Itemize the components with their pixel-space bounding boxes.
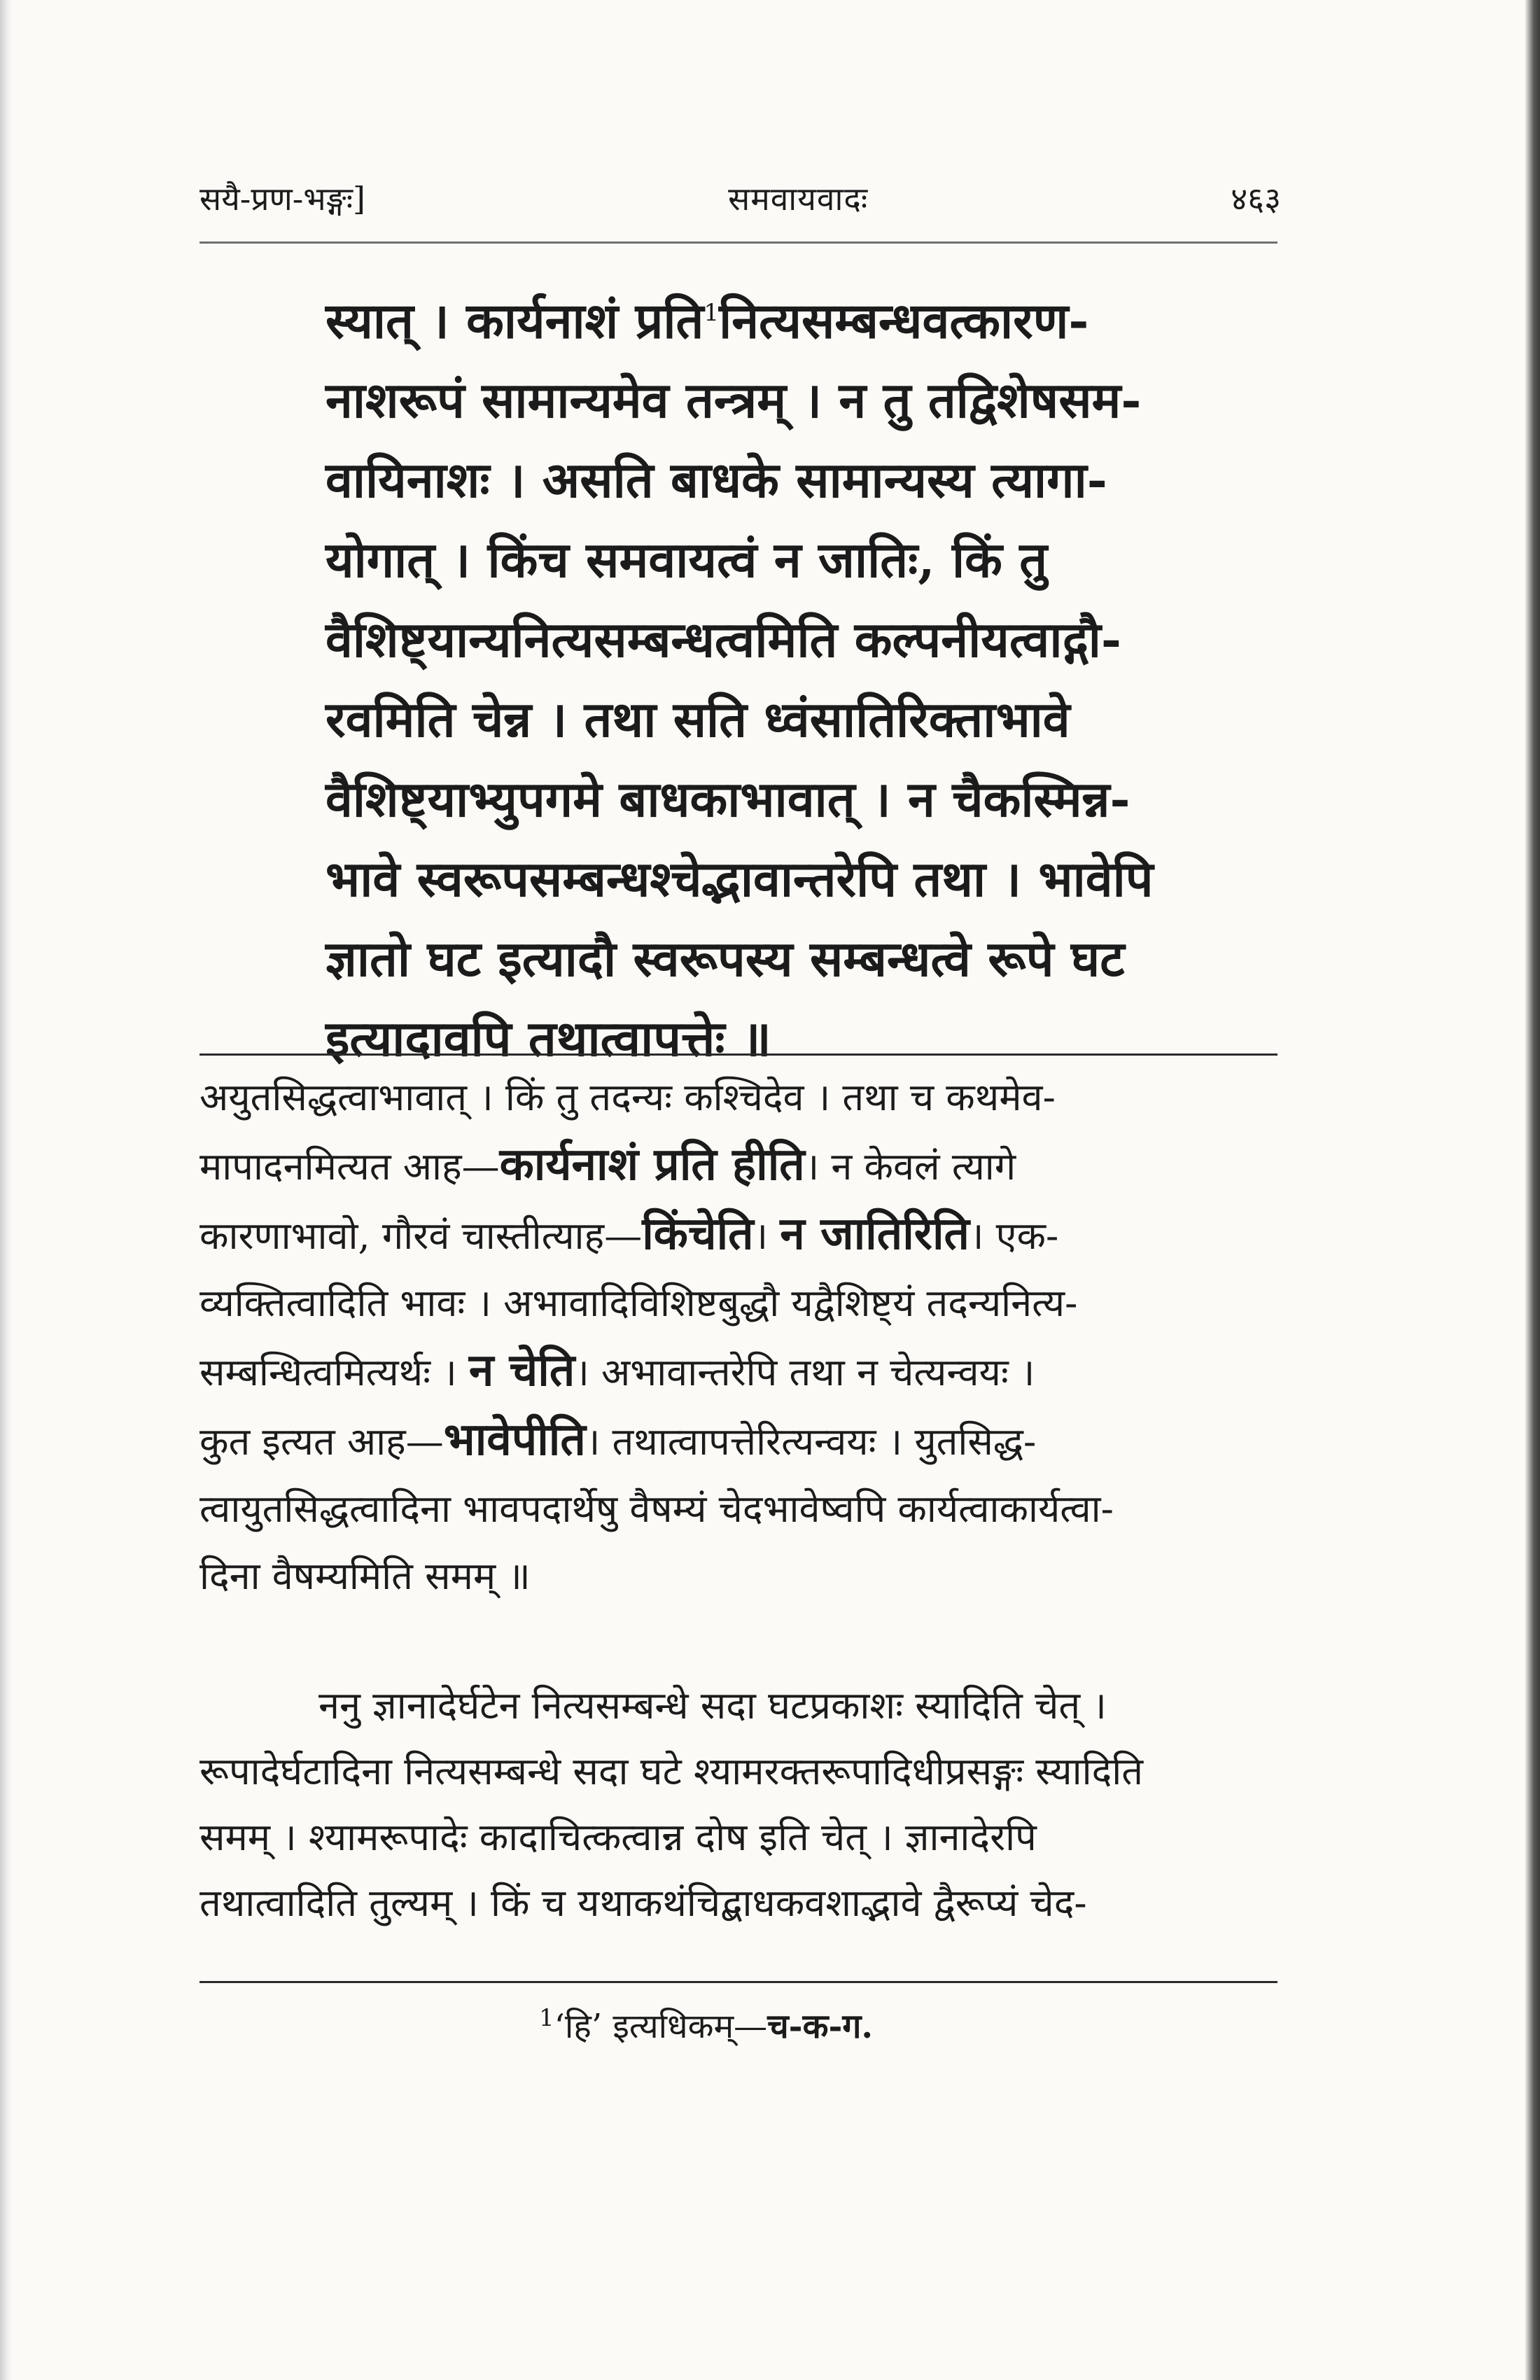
commentary-pratika: न जातिरिति xyxy=(780,1208,970,1260)
commentary-text-run: । तथात्वापत्तेरित्यन्वयः । युतसिद्ध- xyxy=(585,1420,1037,1464)
commentary-text-run: कारणाभावो, गौरवं चास्तीत्याह— xyxy=(200,1214,643,1258)
verse-line-part: स्यात् । कार्यनाशं प्रति xyxy=(326,291,704,350)
commentary-text xyxy=(200,1064,1278,1610)
commentary-pratika: कार्यनाशं प्रति हीति xyxy=(499,1138,805,1191)
commentary-line: अयुतसिद्धत्वाभावात् । किं तु तदन्यः कश्चिदेव । तथा च कथमेव- xyxy=(200,1075,1056,1119)
commentary-text-run: । xyxy=(753,1214,780,1258)
header-rule xyxy=(200,241,1278,244)
commentary-line: दिना वैषम्यमिति समम् ॥ xyxy=(200,1554,531,1598)
commentary-text-run: सम्बन्धित्वमित्यर्थः । xyxy=(200,1350,469,1394)
paragraph-line: समम् । श्यामरूपादेः कादाचित्कत्वान्न दोष इति चेत् । ज्ञानादेरपि xyxy=(200,1815,1037,1859)
verse-line: योगात् । किंच समवायत्वं न जातिः, किं तु xyxy=(326,531,1048,589)
verse-text xyxy=(326,273,1172,1079)
commentary-text-run: । अभावान्तरेपि तथा न चेत्यन्वयः । xyxy=(575,1350,1035,1394)
commentary-pratika: भावेपीति xyxy=(443,1413,586,1466)
footnote-number: 1 xyxy=(539,2004,554,2032)
header-section-label: सयै-प्रण-भङ्गः] xyxy=(200,180,365,218)
commentary-line xyxy=(200,1406,1278,1476)
footnote xyxy=(539,1994,873,2051)
body-paragraph xyxy=(200,1673,1278,1936)
verse-line: नाशरूपं सामान्यमेव तन्त्रम् । न तु तद्विशेषसम- xyxy=(326,371,1142,430)
verse-line: वैशिष्ट्यान्यनित्यसम्बन्धत्वमिति कल्पनीयत्वाद्गौ- xyxy=(326,610,1121,669)
verse-line: वैशिष्ट्याभ्युपगमे बाधकाभावात् । न चैकस्मिन्न- xyxy=(326,770,1130,829)
running-header xyxy=(200,167,1281,230)
commentary-text-run: । न केवलं त्यागे xyxy=(804,1144,1016,1189)
page-spine-shadow xyxy=(0,0,13,2380)
verse-line: भावे स्वरूपसम्बन्धश्चेद्भावान्तरेपि तथा । भावेपि xyxy=(326,850,1154,909)
page-edge-shadow xyxy=(1525,0,1540,2380)
commentary-line: व्यक्तित्वादिति भावः । अभावादिविशिष्टबुद्धौ यद्वैशिष्ट्यं तदन्यनित्य- xyxy=(200,1281,1078,1325)
verse-commentary-rule xyxy=(200,1054,1278,1056)
verse-line: इत्यादावपि तथात्वापत्तेः ॥ xyxy=(326,1009,771,1068)
commentary-pratika: न चेति xyxy=(468,1344,575,1396)
header-title: समवायवादः xyxy=(728,180,869,218)
footnote-sources: च-क-ग. xyxy=(767,2007,874,2046)
commentary-line: त्वायुतसिद्धत्वादिना भावपदार्थेषु वैषम्यं चेदभावेष्वपि कार्यत्वाकार्यत्वा- xyxy=(200,1487,1114,1531)
paragraph-line: तथात्वादिति तुल्यम् । किं च यथाकथंचिद्बाधकवशाद्भावे द्वैरूप्यं चेद- xyxy=(200,1881,1087,1925)
commentary-line xyxy=(200,1200,1278,1270)
footnote-text: ‘हि’ इत्यधिकम्— xyxy=(554,2007,768,2046)
page-number: ४६३ xyxy=(1231,180,1281,218)
commentary-line xyxy=(200,1131,1278,1200)
verse-line: रवमिति चेन्न । तथा सति ध्वंसातिरिक्ताभावे xyxy=(326,690,1070,749)
verse-line: वायिनाशः । असति बाधके सामान्यस्य त्यागा- xyxy=(326,451,1107,510)
paragraph-line: रूपादेर्घटादिना नित्यसम्बन्धे सदा घटे श्यामरक्तरूपादिधीप्रसङ्गः स्यादिति xyxy=(200,1749,1144,1793)
verse-line-part: नित्यसम्बन्धवत्कारण- xyxy=(719,291,1089,350)
commentary-pratika: किंचेति xyxy=(642,1208,754,1260)
commentary-text-run: मापादनमित्यत आह— xyxy=(200,1144,500,1189)
commentary-text-run: । एक- xyxy=(969,1214,1059,1258)
commentary-line xyxy=(200,1337,1278,1406)
footnote-rule xyxy=(200,1981,1278,1983)
verse-line: ज्ञातो घट इत्यादौ स्वरूपस्य सम्बन्धत्वे रूपे घट xyxy=(326,930,1125,988)
verse-line xyxy=(326,273,1172,360)
footnote-marker: 1 xyxy=(704,299,720,327)
commentary-text-run: कुत इत्यत आह— xyxy=(200,1420,444,1464)
paragraph-line: ननु ज्ञानादेर्घटेन नित्यसम्बन्धे सदा घटप्रकाशः स्यादिति चेत् । xyxy=(318,1684,1107,1728)
